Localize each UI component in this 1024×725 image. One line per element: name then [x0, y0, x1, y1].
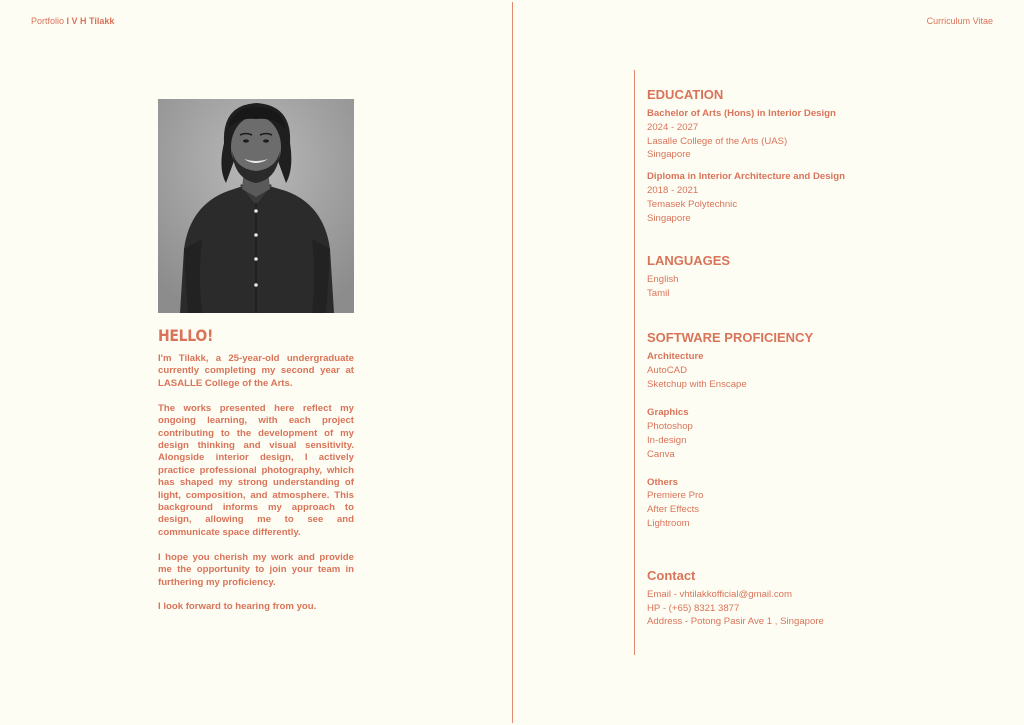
- software-section: [647, 330, 977, 531]
- software-item: Premiere Pro: [647, 490, 704, 502]
- education-section: [647, 87, 977, 225]
- software-group: [647, 350, 977, 391]
- school-name: Lasalle College of the Arts (UAS): [647, 135, 788, 147]
- section-title: EDUCATION: [647, 87, 724, 102]
- degree-years: 2024 - 2027: [647, 121, 699, 133]
- section-title: LANGUAGES: [647, 253, 731, 269]
- software-group-title: Graphics: [647, 407, 689, 419]
- portrait-illustration: [158, 99, 354, 313]
- school-location: Singapore: [647, 149, 691, 161]
- education-entry: [647, 170, 977, 225]
- contact-section: [647, 568, 977, 629]
- school-location: Singapore: [647, 212, 691, 224]
- degree-years: 2018 - 2021: [647, 184, 699, 196]
- portfolio-separator: I: [64, 16, 72, 26]
- software-item: AutoCAD: [647, 364, 687, 376]
- contact-phone: HP - (+65) 8321 3877: [647, 602, 740, 614]
- software-group: [647, 476, 977, 531]
- page-gutter: [512, 2, 513, 723]
- software-item: Photoshop: [647, 421, 693, 433]
- language-item: Tamil: [647, 288, 670, 300]
- school-name: Temasek Polytechnic: [647, 198, 738, 210]
- section-title: Contact: [647, 567, 696, 583]
- portfolio-label: Portfolio: [31, 16, 65, 26]
- bio-paragraph: I look forward to hearing from you.: [158, 601, 317, 613]
- software-group-title: Architecture: [647, 350, 704, 362]
- language-item: English: [647, 274, 679, 286]
- education-entry: [647, 107, 977, 162]
- cv-vertical-rule: [634, 70, 635, 655]
- bio-paragraph: I'm Tilakk, a 25-year-old undergraduate currently completing my second year at LASALLE College of the Arts.: [158, 353, 354, 389]
- software-item: Canva: [647, 448, 675, 460]
- software-item: Sketchup with Enscape: [647, 378, 747, 390]
- degree-title: Diploma in Interior Architecture and Design: [647, 171, 845, 183]
- bio-paragraph: The works presented here reflect my ongoing learning, with each project contributing to the development of my design thinking and visual sensitivity. Alongside interior design, I actively practice professional photography, which has shaped my strong understanding of light, composition, and atmosphere. This background informs my approach to design, allowing me to see and communicate space differently.: [158, 402, 354, 538]
- software-item: In-design: [647, 434, 687, 446]
- languages-section: [647, 253, 977, 301]
- bio-text: [158, 353, 354, 626]
- degree-title: Bachelor of Arts (Hons) in Interior Design: [647, 108, 836, 119]
- portfolio-header: [31, 16, 114, 26]
- bio-paragraph: I hope you cherish my work and provide me the opportunity to join your team in furthering my proficiency.: [158, 551, 354, 588]
- greeting-heading: HELLO!: [158, 327, 214, 346]
- portfolio-name: V H Tilakk: [71, 16, 115, 26]
- cv-column: [647, 87, 977, 629]
- software-item: Lightroom: [647, 517, 690, 529]
- portrait-photo: [158, 99, 354, 313]
- section-title: SOFTWARE PROFICIENCY: [647, 329, 814, 345]
- software-group: [647, 406, 977, 461]
- software-item: After Effects: [647, 504, 700, 516]
- software-group-title: Others: [647, 476, 678, 488]
- cv-header-label: Curriculum Vitae: [926, 16, 993, 26]
- contact-email: Email - vhtilakkofficial@gmail.com: [647, 588, 792, 600]
- contact-address: Address - Potong Pasir Ave 1 , Singapore: [647, 616, 824, 628]
